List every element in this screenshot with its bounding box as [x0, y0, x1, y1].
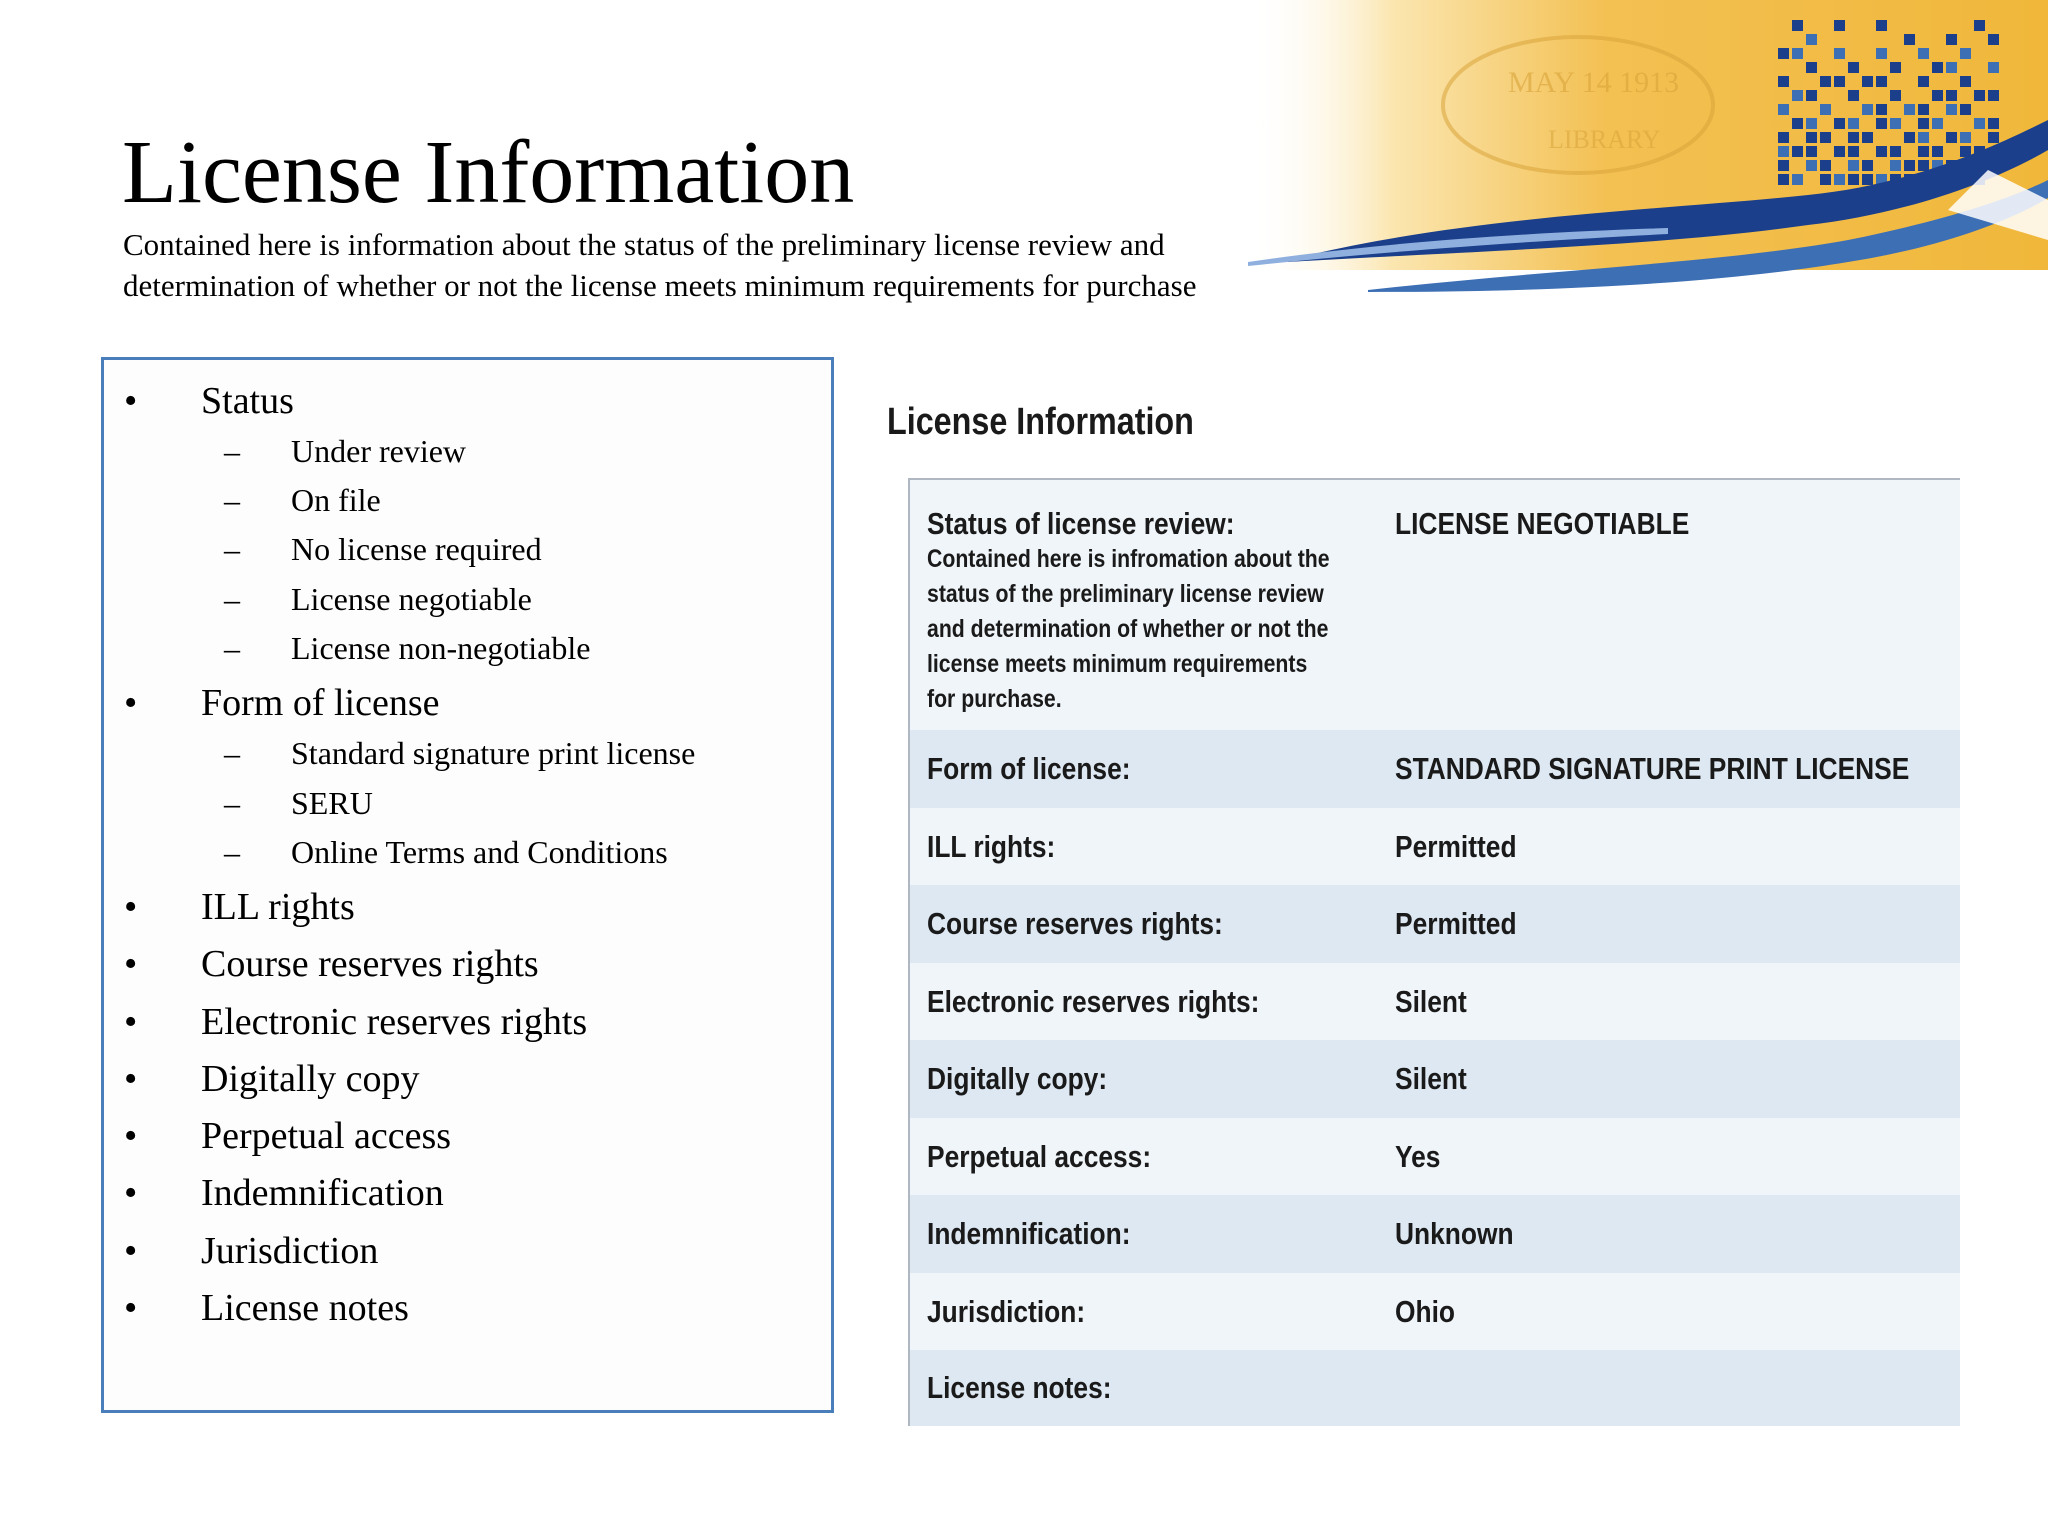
subtitle-line: Contained here is information about the status of the preliminary license review and — [123, 227, 1165, 262]
mosaic-square — [1946, 104, 1957, 115]
field-value: Silent — [1395, 1061, 1467, 1096]
field-label: Perpetual access: — [927, 1139, 1152, 1174]
field-value: LICENSE NEGOTIABLE — [1395, 506, 1690, 541]
mosaic-square — [1932, 62, 1943, 73]
field-description — [927, 542, 1330, 717]
description-line: Contained here is infromation about the — [927, 545, 1330, 573]
outline-item-text: License non-negotiable — [291, 630, 591, 666]
outline-item-text: License notes — [201, 1287, 409, 1329]
mosaic-square — [1890, 90, 1901, 101]
dash-icon: – — [224, 531, 240, 567]
field-label: Electronic reserves rights: — [927, 984, 1260, 1019]
mosaic-square — [1876, 146, 1887, 157]
outline-item-text: Indemnification — [201, 1172, 444, 1214]
mosaic-square — [1988, 132, 1999, 143]
field-label: ILL rights: — [927, 829, 1056, 864]
bullet-icon: • — [124, 682, 138, 724]
mosaic-square — [1834, 174, 1845, 185]
mosaic-square — [1820, 132, 1831, 143]
slide-subtitle — [123, 224, 1363, 306]
mosaic-square — [1778, 132, 1789, 143]
outline-item-text: Jurisdiction — [201, 1230, 379, 1272]
mosaic-square — [1918, 104, 1929, 115]
bullet-icon: • — [124, 1230, 138, 1272]
mosaic-square — [1918, 48, 1929, 59]
license-info-table — [908, 478, 1960, 1426]
field-label: Status of license review: — [927, 506, 1235, 541]
dash-icon: – — [224, 630, 240, 666]
mosaic-square — [1876, 104, 1887, 115]
outline-item-text: Standard signature print license — [291, 735, 696, 771]
mosaic-square — [1792, 174, 1803, 185]
mosaic-square — [1946, 90, 1957, 101]
mosaic-square — [1806, 62, 1817, 73]
dash-icon: – — [224, 785, 240, 821]
mosaic-square — [1988, 34, 1999, 45]
mosaic-square — [1946, 132, 1957, 143]
mosaic-square — [1834, 20, 1845, 31]
field-value: STANDARD SIGNATURE PRINT LICENSE — [1395, 751, 1910, 786]
description-line: for purchase. — [927, 685, 1062, 713]
mosaic-square — [1806, 34, 1817, 45]
table-row — [910, 808, 1960, 885]
field-value: Permitted — [1395, 906, 1517, 941]
mosaic-square — [1918, 76, 1929, 87]
outline-item-text: Course reserves rights — [201, 943, 539, 985]
field-label: Digitally copy: — [927, 1061, 1108, 1096]
mosaic-square — [1960, 104, 1971, 115]
bullet-icon: • — [124, 943, 138, 985]
mosaic-square — [1862, 76, 1873, 87]
mosaic-square — [1848, 160, 1859, 171]
mosaic-square — [1988, 118, 1999, 129]
table-row — [910, 1273, 1960, 1350]
outline-item-text: SERU — [291, 785, 373, 821]
outline-item-text: Under review — [291, 433, 467, 469]
mosaic-square — [1792, 118, 1803, 129]
bullet-icon: • — [124, 1115, 138, 1157]
bullet-icon: • — [124, 380, 138, 422]
description-line: license meets minimum requirements — [927, 650, 1308, 678]
mosaic-square — [1988, 90, 1999, 101]
outline-item-text: Online Terms and Conditions — [291, 834, 668, 870]
mosaic-square — [1988, 62, 1999, 73]
mosaic-square — [1834, 118, 1845, 129]
mosaic-square — [1820, 174, 1831, 185]
mosaic-square — [1778, 174, 1789, 185]
mosaic-square — [1904, 34, 1915, 45]
mosaic-square — [1792, 48, 1803, 59]
table-row — [910, 730, 1960, 808]
mosaic-square — [1974, 118, 1985, 129]
mosaic-square — [1918, 132, 1929, 143]
outline-item-text: ILL rights — [201, 886, 355, 928]
field-value: Permitted — [1395, 829, 1517, 864]
stamp-subtext: LIBRARY — [1548, 125, 1661, 154]
mosaic-square — [1806, 146, 1817, 157]
mosaic-square — [1960, 76, 1971, 87]
table-row — [910, 1195, 1960, 1273]
mosaic-square — [1974, 20, 1985, 31]
mosaic-square — [1778, 160, 1789, 171]
mosaic-square — [1876, 48, 1887, 59]
dash-icon: – — [224, 482, 240, 518]
mosaic-square — [1918, 118, 1929, 129]
mosaic-square — [1778, 48, 1789, 59]
mosaic-square — [1848, 90, 1859, 101]
license-fields-outline-box — [101, 357, 834, 1413]
dash-icon: – — [224, 433, 240, 469]
dash-icon: – — [224, 735, 240, 771]
outline-item-text: License negotiable — [291, 581, 532, 617]
field-value: Silent — [1395, 984, 1467, 1019]
mosaic-square — [1778, 104, 1789, 115]
outline-item-text: No license required — [291, 531, 542, 567]
mosaic-square — [1820, 104, 1831, 115]
bullet-icon: • — [124, 1172, 138, 1214]
mosaic-square — [1946, 62, 1957, 73]
outline-item-text: Form of license — [201, 682, 440, 724]
mosaic-square — [1890, 160, 1901, 171]
mosaic-square — [1834, 76, 1845, 87]
mosaic-square — [1932, 118, 1943, 129]
description-line: and determination of whether or not the — [927, 615, 1329, 643]
field-label: License notes: — [927, 1370, 1112, 1405]
mosaic-square — [1876, 20, 1887, 31]
mosaic-square — [1820, 76, 1831, 87]
outline-item-text: Perpetual access — [201, 1115, 452, 1157]
outline-item-text: Electronic reserves rights — [201, 1001, 588, 1043]
table-row — [910, 1118, 1960, 1195]
mosaic-square — [1960, 132, 1971, 143]
mosaic-square — [1806, 118, 1817, 129]
mosaic-square — [1876, 118, 1887, 129]
mosaic-square — [1862, 104, 1873, 115]
mosaic-square — [1848, 118, 1859, 129]
mosaic-square — [1834, 48, 1845, 59]
mosaic-square — [1918, 160, 1929, 171]
mosaic-square — [1862, 174, 1873, 185]
mosaic-square — [1848, 62, 1859, 73]
field-value: Yes — [1395, 1139, 1441, 1174]
table-row — [910, 1350, 1960, 1426]
mosaic-square — [1932, 90, 1943, 101]
field-label: Jurisdiction: — [927, 1294, 1086, 1329]
field-value: Ohio — [1395, 1294, 1456, 1329]
mosaic-square — [1904, 160, 1915, 171]
mosaic-square — [1792, 90, 1803, 101]
slide-title: License Information — [122, 123, 855, 222]
mosaic-square — [1904, 104, 1915, 115]
outline-item-text: On file — [291, 482, 381, 518]
mosaic-square — [1890, 62, 1901, 73]
mosaic-square — [1806, 160, 1817, 171]
panel-title: License Information — [887, 401, 1194, 443]
table-row — [910, 480, 1960, 730]
mosaic-square — [1778, 76, 1789, 87]
mosaic-square — [1848, 146, 1859, 157]
mosaic-square — [1890, 118, 1901, 129]
table-row — [910, 885, 1960, 963]
mosaic-square — [1778, 146, 1789, 157]
bullet-icon: • — [124, 1058, 138, 1100]
mosaic-square — [1904, 132, 1915, 143]
mosaic-square — [1792, 146, 1803, 157]
outline-item-text: Digitally copy — [201, 1058, 420, 1100]
mosaic-square — [1946, 34, 1957, 45]
outline-item-text: Status — [201, 380, 294, 422]
mosaic-square — [1932, 146, 1943, 157]
mosaic-square — [1862, 160, 1873, 171]
mosaic-square — [1862, 132, 1873, 143]
mosaic-square — [1806, 132, 1817, 143]
bullet-icon: • — [124, 1001, 138, 1043]
header-banner-graphic — [1248, 0, 2048, 320]
mosaic-square — [1792, 20, 1803, 31]
mosaic-square — [1834, 146, 1845, 157]
mosaic-square — [1876, 76, 1887, 87]
mosaic-square — [1974, 90, 1985, 101]
field-label: Indemnification: — [927, 1216, 1131, 1251]
table-row — [910, 1040, 1960, 1118]
bullet-icon: • — [124, 886, 138, 928]
mosaic-square — [1918, 146, 1929, 157]
description-line: status of the preliminary license review — [927, 580, 1324, 608]
stamp-text: MAY 14 1913 — [1508, 66, 1680, 99]
mosaic-square — [1806, 90, 1817, 101]
mosaic-square — [1960, 48, 1971, 59]
subtitle-line: determination of whether or not the license meets minimum requirements for purchase — [123, 268, 1197, 303]
field-label: Form of license: — [927, 751, 1131, 786]
mosaic-square — [1820, 160, 1831, 171]
mosaic-square — [1848, 174, 1859, 185]
mosaic-square — [1890, 146, 1901, 157]
dash-icon: – — [224, 834, 240, 870]
bullet-icon: • — [124, 1287, 138, 1329]
field-label: Course reserves rights: — [927, 906, 1223, 941]
dash-icon: – — [224, 581, 240, 617]
table-row — [910, 963, 1960, 1040]
field-value: Unknown — [1395, 1216, 1514, 1251]
mosaic-square — [1848, 132, 1859, 143]
